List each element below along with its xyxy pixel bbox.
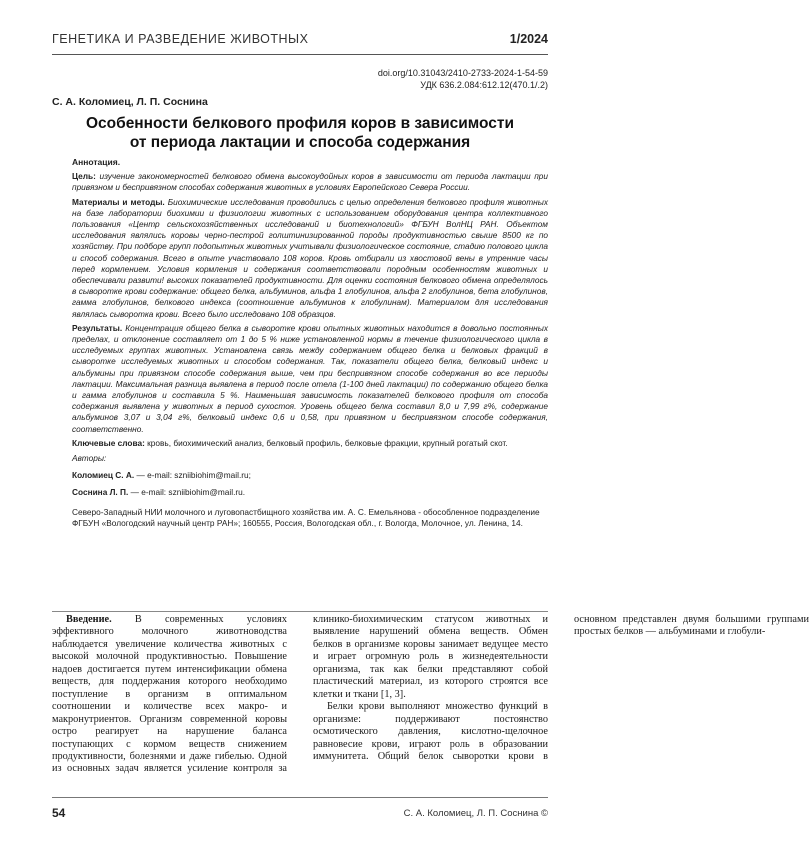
affiliation: Северо-Западный НИИ молочного и луговопастбищного хозяйства им. А. С. Емельянова - обособленное подразделение ФГБУН «Вологодский научный центр РАН»; 160555, Россия, Вологодская обл., г. Вологда, Молочное, ул. Ленина, 14. xyxy=(72,506,540,528)
running-header xyxy=(52,28,548,50)
abstract-methods xyxy=(72,197,548,320)
aim-text: изучение закономерностей белкового обмена высокоудойных коров в зависимости от периода лактации при привязном и беспривязном способах содержания животных в условиях Европейского Севера России. xyxy=(72,171,548,193)
keywords-label: Ключевые слова: xyxy=(72,437,145,448)
results-label: Результаты. xyxy=(72,322,123,333)
aim-label: Цель: xyxy=(72,171,96,182)
abstract-results xyxy=(72,323,548,435)
abstract-heading: Аннотация. xyxy=(72,157,121,167)
body-paragraph-2: Белки крови выполняют множество функций в организме: поддерживают постоянство осмотического давления, кислотно-щелочное равновесие крови, играют роль в образовании иммунитета. Общий белок сыворотки крови в основном представлен двумя большими группами простых белков — альбуминами и глобули- xyxy=(313,614,809,762)
author-1-name: Коломиец С. А. xyxy=(72,470,135,481)
header-divider xyxy=(52,54,548,55)
methods-text: Биохимические исследования проводились с целью определения белкового профиля животных на базе лаборатории биохимии и физиологии животных с использованием оборудования центра коллективного пользования «Центр сельскохозяйственных исследований и биотехнологий» ФГБУН ВолНЦ РАН. Объектом исследования являлись коровы черно-пестрой голштинизированной породы продуктивностью свыше 8500 кг по хозяйству. При подборе групп подопытных животных учитывали физиологическое состояние, стадию полового цикла и способ содержания. Всего в опыте участвовало 108 коров. Кровь отбирали из хвостовой вены в утренние часы перед кормлением. Условия кормления и содержания соответствовали породным особенностям животных и обеспечивали развити! высоких показателей продуктивности. Для оценки состояния белкового обмена определялось в сыворотке крови содержание: общего белка, альбуминов, альфа 1 глобулинов, альфа 2 глобулинов, бета глобулинов, гамма глобулинов, белкового индекса (соотношение альбуминов к глобулинам). Материалом для исследования являлась сыворотка крови. Всего было исследовано 108 образцов. xyxy=(72,196,548,319)
article-title xyxy=(52,114,548,152)
keywords-text: кровь, биохимический анализ, белковый профиль, белковые фракции, крупный рогатый скот. xyxy=(144,437,508,448)
keywords xyxy=(72,438,548,449)
issue-number: 1/2024 xyxy=(509,32,548,46)
udk-code: УДК 636.2.084:612.12(470.1/.2) xyxy=(420,80,548,90)
author-2-name: Соснина Л. П. xyxy=(72,487,129,498)
doi-block xyxy=(378,67,548,91)
body-divider xyxy=(52,611,548,612)
doi-link[interactable]: doi.org/10.31043/2410-2733-2024-1-54-59 xyxy=(377,68,548,78)
intro-text: В современных условиях эффективного молочного животноводства наблюдается увеличение количества животных с высокой молочной продуктивностью. Повышение надоев достигается путем интенсификации обмена веществ, для поддержания которого необходимо поступление в организм в оптимальном соотношении и количестве всех макро- и макронутриентов. Организм современной коровы остро реагирует на нарушение баланса поступающих с кормом веществ снижением продуктивности, болезнями и даже гибелью. Одной из основных задач является усиление контроля за клинико-биохимическим статусом животных и выявление нарушений обмена веществ. Обмен белков в организме коровы занимает ведущее место и играет огромную роль в жизнедеятельности организма, так как белки представляют собой пластический материал, из которого строятся все клетки и ткани [1, 3]. xyxy=(52,614,548,775)
author-1-email[interactable]: — e-mail: szniibiohim@mail.ru; xyxy=(134,470,251,481)
article-body xyxy=(52,614,809,786)
authors-heading: Авторы: xyxy=(72,453,107,464)
results-text: Концентрация общего белка в сыворотке крови опытных животных находится в довольно постоянных пределах, и отклонение составляет от 1 до 5 % ниже установленной нормы в течение физиологического цикла в исследуемых группах животных. Установлена связь между содержанием общего белка и белковых фракций в сыворотке исследуемых животных и способом содержания. Так, показатели общего белка, белковый индекс и альбумины при привязном способе содержания выше, чем при беспривязном способе содержания во все периоды лактации. Максимальная разница выявлена в период после отела (1-100 дней лактации) по содержанию общего белка и гамма глобулинов и составила 5 %. Наименьшая зависимость показателей белкового профиля от способа содержания выявлена у животных в период сухостоя. Уровень общего белка составил 8,0 и 7,99 г%, содержание альбуминов 3,07 и 3,04 г%, белковый индекс 0,6 и 0,58, при привязном и беспривязном способе содержания, соответственно. xyxy=(72,322,548,434)
title-line-1: Особенности белкового профиля коров в зависимости xyxy=(85,115,515,132)
methods-label: Материалы и методы. xyxy=(72,196,165,207)
page-number: 54 xyxy=(52,806,66,820)
journal-name: ГЕНЕТИКА И РАЗВЕДЕНИЕ ЖИВОТНЫХ xyxy=(52,32,309,46)
intro-label: Введение. xyxy=(66,614,112,625)
footer-copyright: С. А. Коломиец, Л. П. Соснина © xyxy=(403,808,548,819)
author-2-email[interactable]: — e-mail: szniibiohim@mail.ru. xyxy=(128,487,246,498)
footer-divider xyxy=(52,797,548,798)
author-1-contact xyxy=(72,470,548,481)
author-2-contact xyxy=(72,487,548,498)
abstract-aim xyxy=(72,171,548,193)
article-authors: С. А. Коломиец, Л. П. Соснина xyxy=(52,96,208,108)
title-line-2: от периода лактации и способа содержания xyxy=(129,134,471,151)
abstract-section xyxy=(72,157,548,532)
